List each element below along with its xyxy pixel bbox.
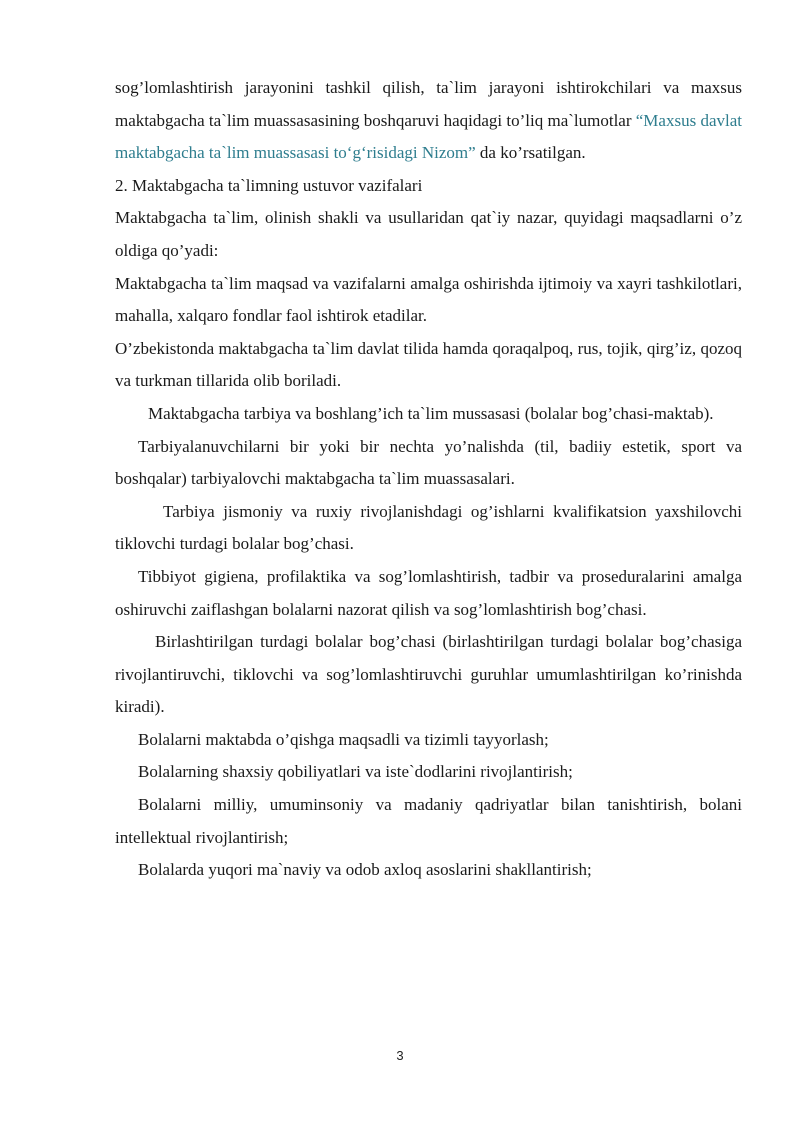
- paragraph-text: da ko’rsatilgan.: [475, 143, 586, 163]
- page-number: 3: [396, 1048, 404, 1063]
- paragraph-directional: Tarbiyalanuvchilarni bir yoki bir nechta yo’nalishda (til, badiiy estetik, sport va boshqalar) tarbiyalovchi maktabgacha ta`lim muassasalari.: [115, 436, 742, 489]
- nizom-link[interactable]: “Maxsus davlat maktabgacha ta`lim muassasasi to‘g‘risidagi Nizom”: [115, 110, 742, 163]
- paragraph-text: sog’lomlashtirish jarayonini tashkil qilish, ta`lim jarayoni ishtirokchilari va maxsus maktabgacha ta`lim muassasasining boshqaruvi haqidagi to’liq ma`lumotlar: [115, 78, 742, 130]
- list-item: Bolalarni maktabda o’qishga maqsadli va tizimli tayyorlash;: [138, 729, 549, 749]
- list-item: Bolalarda yuqori ma`naviy va odob axloq asoslarini shakllantirish;: [138, 860, 592, 880]
- list-item: Bolalarni milliy, umuminsoniy va madaniy qadriyatlar bilan tanishtirish, bolani intellektual rivojlantirish;: [115, 795, 742, 847]
- paragraph-rehabilitation: Tarbiya jismoniy va ruxiy rivojlanishdagi og’ishlarni kvalifikatsion yaxshilovchi tiklovchi turdagi bolalar bog’chasi.: [115, 501, 742, 554]
- section-heading: 2. Maktabgacha ta`limning ustuvor vazifalari: [115, 175, 423, 195]
- list-item: Bolalarning shaxsiy qobiliyatlari va iste`dodlarini rivojlantirish;: [138, 762, 573, 782]
- paragraph-combined: Birlashtirilgan turdagi bolalar bog’chasi (birlashtirilgan turdagi bolalar bog’chasiga rivojlantiruvchi, tiklovchi va sog’lomlashtiruvchi guruhlar umumlashtirilgan ko’rinishda kiradi).: [115, 632, 742, 717]
- paragraph-health: Tibbiyot gigiena, profilaktika va sog’lomlashtirish, tadbir va proseduralarini amalga oshiruvchi zaiflashgan bolalarni nazorat qilish va sog’lomlashtirish bog’chasi.: [115, 566, 742, 619]
- paragraph-nizom-reference: [115, 72, 742, 170]
- page-content: [115, 72, 742, 887]
- paragraph-school-kindergarten: Maktabgacha tarbiya va boshlang’ich ta`lim mussasasi (bolalar bog’chasi-maktab).: [148, 403, 714, 423]
- paragraph-languages: O’zbekistonda maktabgacha ta`lim davlat tilida hamda qoraqalpoq, rus, tojik, qirg’iz, qozoq va turkman tillarida olib boriladi.: [115, 338, 742, 391]
- paragraph-organizations: Maktabgacha ta`lim maqsad va vazifalarni amalga oshirishda ijtimoiy va xayri tashkilotlari, mahalla, xalqaro fondlar faol ishtirok etadilar.: [115, 273, 742, 326]
- paragraph-goals-intro: Maktabgacha ta`lim, olinish shakli va usullaridan qat`iy nazar, quyidagi maqsadlarni o’z oldiga qo’yadi:: [115, 208, 742, 260]
